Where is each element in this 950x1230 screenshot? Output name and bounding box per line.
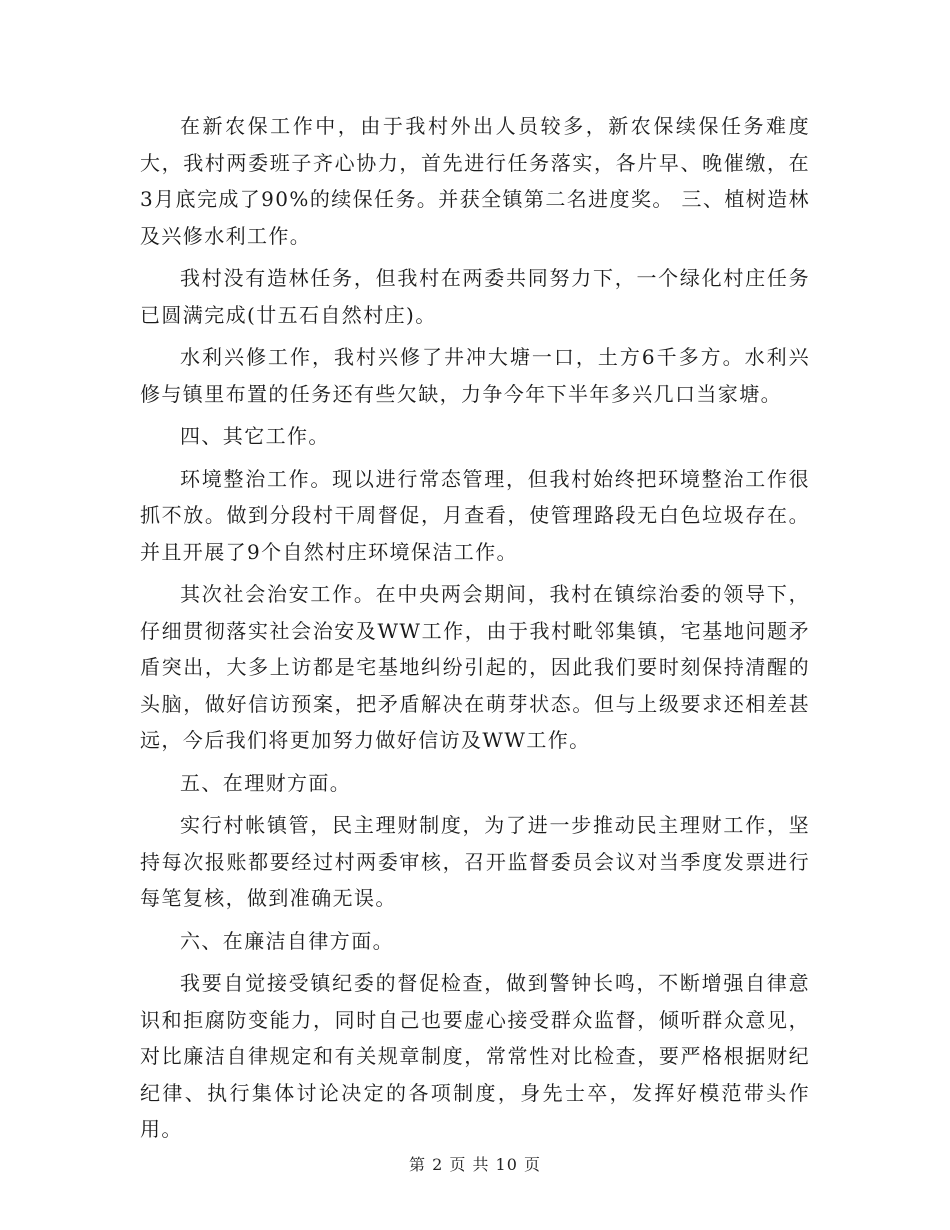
- section-heading-other-work: 四、其它工作。: [180, 424, 330, 448]
- paragraph-finance: 实行村帐镇管，民主理财制度，为了进一步推动民主理财工作，坚持每次报账都要经过村两委审核，召开监督委员会议对当季度发票进行每笔复核，做到准确无误。: [140, 813, 810, 910]
- document-body: [140, 108, 810, 1154]
- section-heading-finance: 五、在理财方面。: [180, 770, 352, 795]
- paragraph-afforestation: 我村没有造林任务，但我村在两委共同努力下，一个绿化村庄任务已圆满完成(廿五石自然村庄)。: [140, 266, 810, 327]
- page-number-footer: 第 2 页 共 10 页: [409, 1155, 541, 1174]
- section-heading-integrity: 六、在廉洁自律方面。: [180, 928, 394, 953]
- paragraph-integrity: 我要自觉接受镇纪委的督促检查，做到警钟长鸣，不断增强自律意识和拒腐防变能力，同时自己也要虚心接受群众监督，倾听群众意见，对比廉洁自律规定和有关规章制度，常常性对比检查，要严格根据财纪纪律、执行集体讨论决定的各项制度，身先士卒，发挥好模范带头作用。: [140, 971, 810, 1141]
- paragraph-public-security: 其次社会治安工作。在中央两会期间，我村在镇综治委的领导下，仔细贯彻落实社会治安及WW工作，由于我村毗邻集镇，宅基地问题矛盾突出，大多上访都是宅基地纠纷引起的，因此我们要时刻保持清醒的头脑，做好信访预案，把矛盾解决在萌芽状态。但与上级要求还相差甚远，今后我们将更加努力做好信访及WW工作。: [140, 582, 810, 752]
- paragraph-environment: 环境整治工作。现以进行常态管理，但我村始终把环境整治工作很抓不放。做到分段村干周督促，月查看，使管理路段无白色垃圾存在。并且开展了9个自然村庄环境保洁工作。: [140, 466, 810, 564]
- paragraph-new-rural-insurance: 在新农保工作中，由于我村外出人员较多，新农保续保任务难度大，我村两委班子齐心协力，首先进行任务落实，各片早、晚催缴，在3月底完成了90%的续保任务。并获全镇第二名进度奖。 三、植树造林及兴修水利工作。: [140, 114, 810, 248]
- paragraph-water-conservancy: 水利兴修工作，我村兴修了井冲大塘一口，土方6千多方。水利兴修与镇里布置的任务还有些欠缺，力争今年下半年多兴几口当家塘。: [140, 345, 810, 406]
